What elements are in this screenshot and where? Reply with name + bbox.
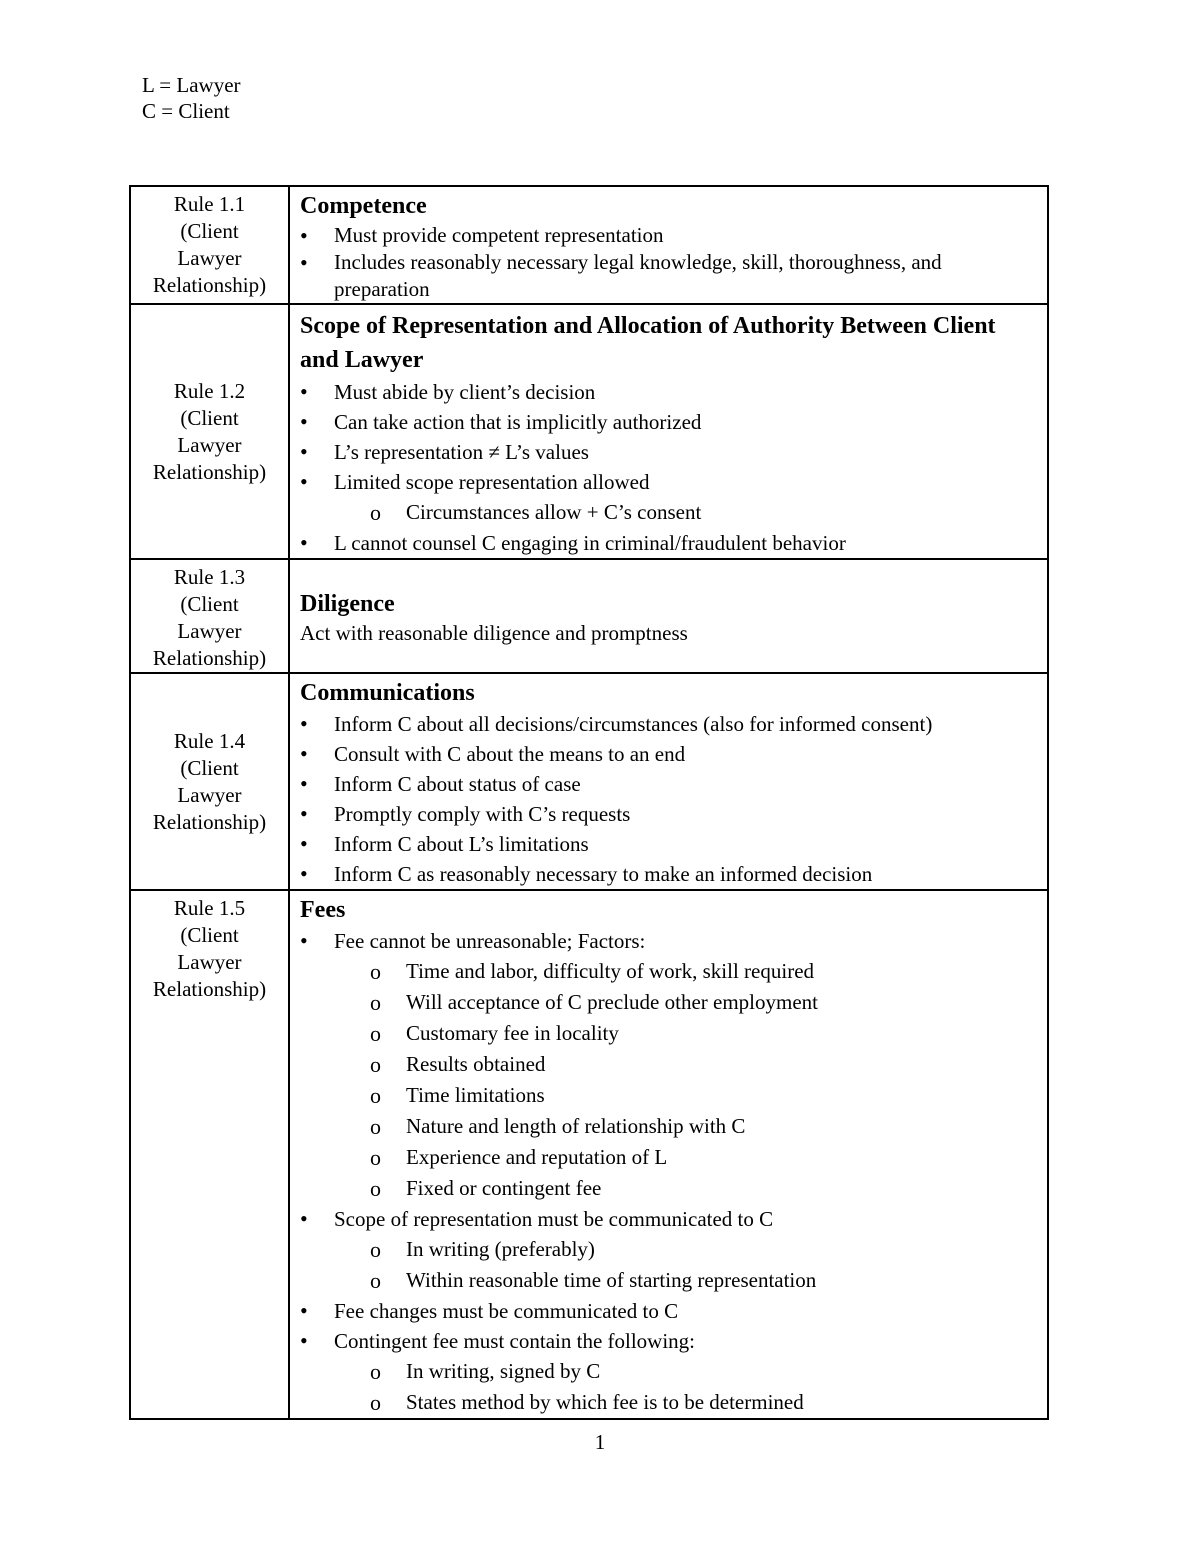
- list-item-text: Limited scope representation allowed: [334, 470, 650, 494]
- rule-category-line3: Relationship): [152, 977, 267, 1001]
- rule-category-line2: Lawyer: [177, 619, 242, 643]
- list-item: • Must abide by client’s decision: [300, 377, 1037, 407]
- legend-lawyer: L = Lawyer: [142, 73, 241, 97]
- list-item-text: Fee cannot be unreasonable; Factors:: [334, 929, 646, 953]
- table-row-rule-1-1: [130, 186, 1048, 304]
- rule-category-line2: Lawyer: [177, 950, 242, 974]
- table-row-rule-1-5: [130, 890, 1048, 1419]
- rule-content-cell: [289, 890, 1048, 1419]
- list-item: [300, 926, 1037, 1204]
- rule-label-cell: [130, 559, 289, 673]
- rule-content-cell: [289, 304, 1048, 559]
- sub-list-item: o In writing (preferably): [300, 1234, 1037, 1265]
- rule-number: Rule 1.2: [173, 378, 246, 403]
- list-item: • Consult with C about the means to an end: [300, 739, 1037, 769]
- sub-list-item: o Within reasonable time of starting representation: [300, 1265, 1037, 1296]
- bullet-list: [300, 926, 1037, 1418]
- list-item: • Promptly comply with C’s requests: [300, 799, 1037, 829]
- list-item: • L cannot counsel C engaging in criminal/fraudulent behavior: [300, 528, 1037, 558]
- list-item: • Includes reasonably necessary legal knowledge, skill, thoroughness, and preparation: [300, 249, 1037, 303]
- list-item: [300, 1326, 1037, 1418]
- rule-category-line1: (Client: [180, 592, 239, 616]
- sub-list-item: o Time and labor, difficulty of work, skill required: [300, 956, 1037, 987]
- rule-category-line1: (Client: [180, 755, 239, 780]
- list-item: • L’s representation ≠ L’s values: [300, 437, 1037, 467]
- table-row-rule-1-2: [130, 304, 1048, 559]
- list-item: [300, 467, 1037, 528]
- sub-bullet-list: [300, 497, 1037, 528]
- list-item: • Inform C as reasonably necessary to make an informed decision: [300, 859, 1037, 889]
- rule-number: Rule 1.3: [173, 565, 246, 589]
- list-item: • Can take action that is implicitly authorized: [300, 407, 1037, 437]
- sub-list-item: o Experience and reputation of L: [300, 1142, 1037, 1173]
- rule-title: Scope of Representation and Allocation of Authority Between Client and Lawyer: [300, 313, 996, 373]
- rule-title: Fees: [300, 897, 346, 923]
- sub-list-item: o Time limitations: [300, 1080, 1037, 1111]
- legend-client: C = Client: [142, 99, 230, 123]
- list-item: • Fee changes must be communicated to C: [300, 1296, 1037, 1326]
- abbreviation-legend: [142, 72, 241, 124]
- rule-category-line1: (Client: [180, 405, 239, 430]
- rule-category-line1: (Client: [180, 219, 239, 243]
- sub-bullet-list: [300, 956, 1037, 1204]
- bullet-list: [300, 377, 1037, 558]
- rule-content-cell: [289, 559, 1048, 673]
- rules-table: [129, 185, 1049, 1420]
- sub-list-item: o States method by which fee is to be determined: [300, 1387, 1037, 1418]
- rule-category-line3: Relationship): [152, 273, 267, 297]
- list-item: • Inform C about all decisions/circumstances (also for informed consent): [300, 709, 1037, 739]
- list-item: • Inform C about L’s limitations: [300, 829, 1037, 859]
- rule-title: Diligence: [300, 591, 395, 617]
- rule-title: Competence: [300, 193, 427, 219]
- sub-list-item: o Customary fee in locality: [300, 1018, 1037, 1049]
- sub-list-item: o Will acceptance of C preclude other employment: [300, 987, 1037, 1018]
- sub-bullet-list: [300, 1356, 1037, 1418]
- table-row-rule-1-4: [130, 673, 1048, 890]
- sub-list-item: o In writing, signed by C: [300, 1356, 1037, 1387]
- list-item: [300, 1204, 1037, 1296]
- rule-content-cell: [289, 186, 1048, 304]
- list-item: • Inform C about status of case: [300, 769, 1037, 799]
- list-item: • Must provide competent representation: [300, 222, 1037, 249]
- bullet-list: [300, 709, 1037, 889]
- table-row-rule-1-3: [130, 559, 1048, 673]
- rule-category-line3: Relationship): [152, 646, 267, 670]
- rule-label-cell: [130, 673, 289, 890]
- rule-number: Rule 1.4: [173, 728, 246, 753]
- page-number: 1: [594, 1430, 606, 1454]
- rule-label-cell: [130, 890, 289, 1419]
- bullet-list: [300, 222, 1037, 303]
- rule-category-line2: Lawyer: [177, 432, 242, 457]
- rule-label-cell: [130, 186, 289, 304]
- rule-category-line3: Relationship): [152, 459, 267, 484]
- sub-bullet-list: [300, 1234, 1037, 1296]
- sub-list-item: o Results obtained: [300, 1049, 1037, 1080]
- rule-category-line2: Lawyer: [177, 246, 242, 270]
- sub-list-item: o Nature and length of relationship with C: [300, 1111, 1037, 1142]
- rule-text: Act with reasonable diligence and promptness: [300, 621, 688, 645]
- rule-number: Rule 1.5: [173, 896, 246, 920]
- sub-list-item: o Fixed or contingent fee: [300, 1173, 1037, 1204]
- rule-title: Communications: [300, 680, 475, 706]
- rule-content-cell: [289, 673, 1048, 890]
- rule-category-line3: Relationship): [152, 809, 267, 834]
- sub-list-item: o Circumstances allow + C’s consent: [300, 497, 1037, 528]
- rule-label-cell: [130, 304, 289, 559]
- rule-category-line1: (Client: [180, 923, 239, 947]
- list-item-text: Scope of representation must be communicated to C: [334, 1207, 774, 1231]
- rule-category-line2: Lawyer: [177, 782, 242, 807]
- rule-number: Rule 1.1: [173, 192, 246, 216]
- list-item-text: Contingent fee must contain the following:: [334, 1329, 696, 1353]
